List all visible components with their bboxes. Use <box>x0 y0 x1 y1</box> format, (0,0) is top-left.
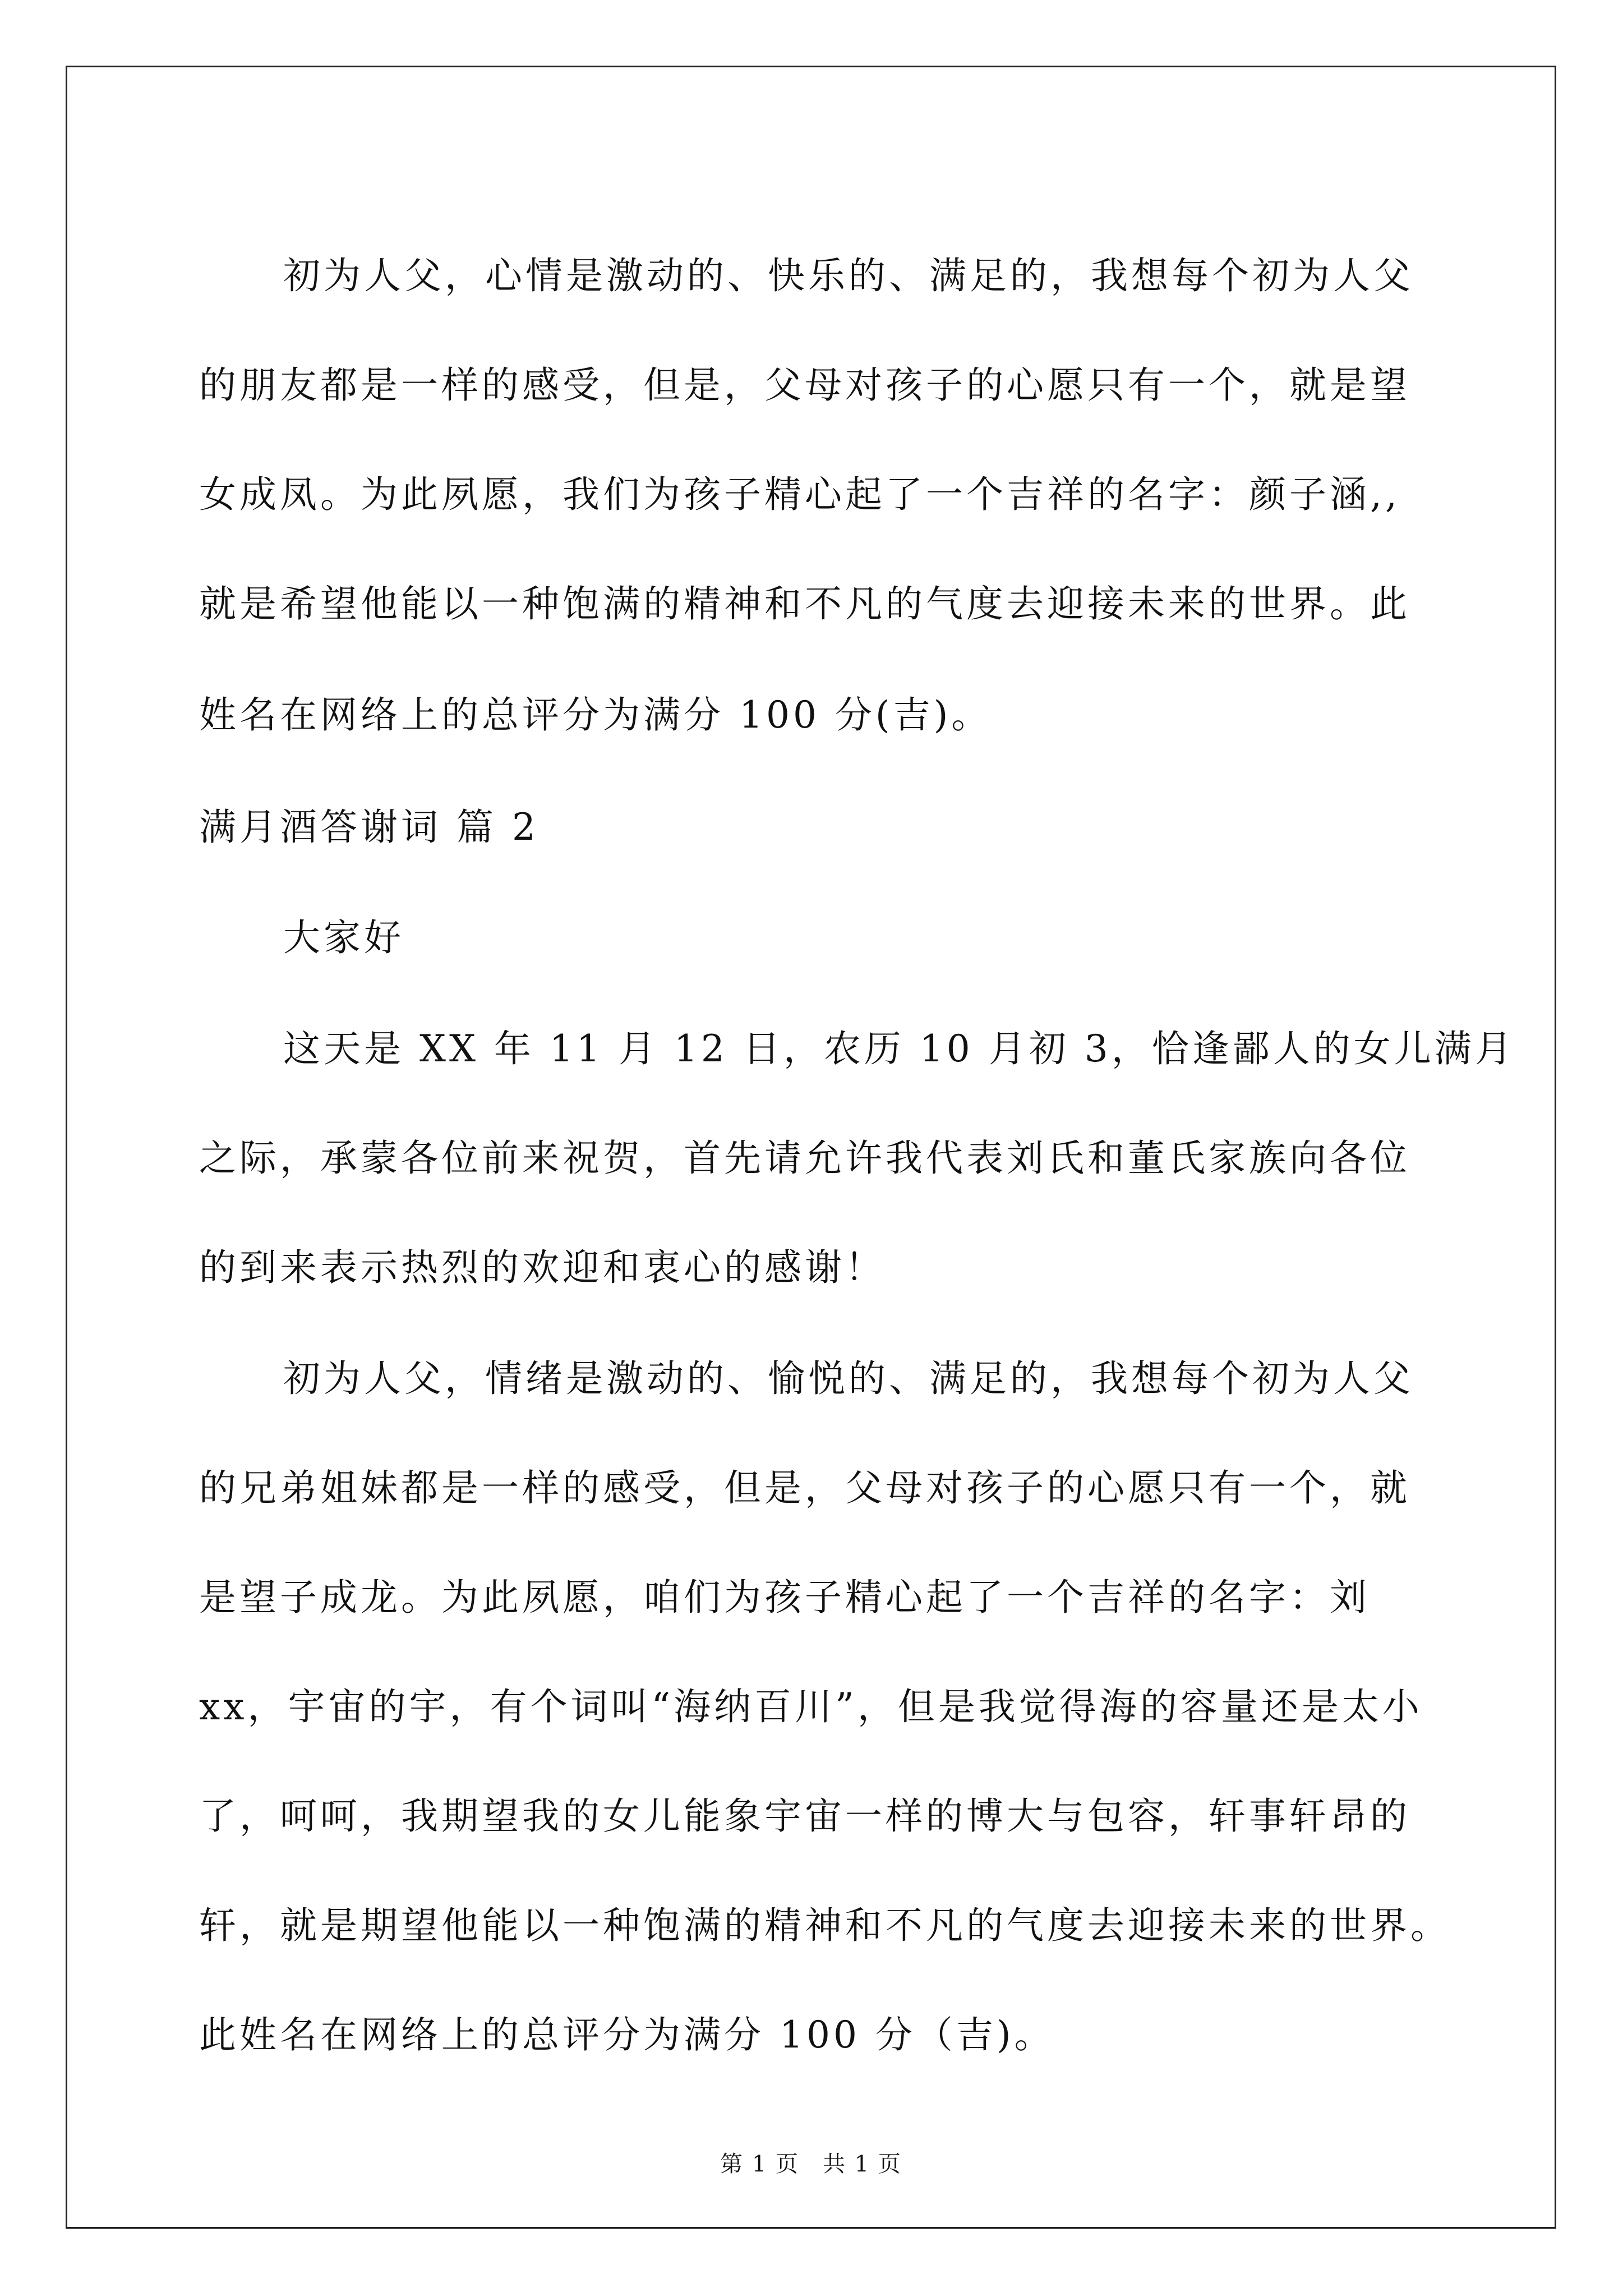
body-line: 此姓名在网络上的总评分为满分 100 分（吉)。 <box>199 2013 1055 2056</box>
body-line: 女成凤。为此夙愿，我们为孩子精心起了一个吉祥的名字：颜子涵,, <box>199 473 1400 516</box>
page-number-footer: 第 1 页 共 1 页 <box>720 2151 902 2177</box>
body-line: 的到来表示热烈的欢迎和衷心的感谢！ <box>199 1246 886 1289</box>
section-heading: 满月酒答谢词 篇 2 <box>199 806 539 849</box>
body-line: 的兄弟姐妹都是一样的感受，但是，父母对孩子的心愿只有一个，就 <box>199 1466 1410 1510</box>
body-line: 的朋友都是一样的感受，但是，父母对孩子的心愿只有一个，就是望 <box>199 364 1410 407</box>
body-line: 初为人父，情绪是激动的、愉悦的、满足的，我想每个初为人父 <box>283 1357 1414 1400</box>
body-line: 是望子成龙。为此夙愿，咱们为孩子精心起了一个吉祥的名字：刘 <box>199 1576 1370 1619</box>
body-line: 之际，承蒙各位前来祝贺，首先请允许我代表刘氏和董氏家族向各位 <box>199 1137 1410 1180</box>
body-line: 了，呵呵，我期望我的女儿能象宇宙一样的博大与包容，轩事轩昂的 <box>199 1795 1410 1838</box>
body-line: 这天是 XX 年 11 月 12 日，农历 10 月初 3，恰逢鄙人的女儿满月 <box>283 1027 1515 1070</box>
page-border <box>66 66 1556 2229</box>
greeting-line: 大家好 <box>283 916 404 959</box>
body-line: 姓名在网络上的总评分为满分 100 分(吉)。 <box>199 693 992 737</box>
body-line: xx，宇宙的宇，有个词叫“海纳百川”，但是我觉得海的容量还是太小 <box>199 1685 1423 1728</box>
body-line: 轩，就是期望他能以一种饱满的精神和不凡的气度去迎接未来的世界。 <box>199 1904 1451 1947</box>
body-line: 初为人父，心情是激动的、快乐的、满足的，我想每个初为人父 <box>283 254 1414 297</box>
body-line: 就是希望他能以一种饱满的精神和不凡的气度去迎接未来的世界。此 <box>199 582 1410 625</box>
